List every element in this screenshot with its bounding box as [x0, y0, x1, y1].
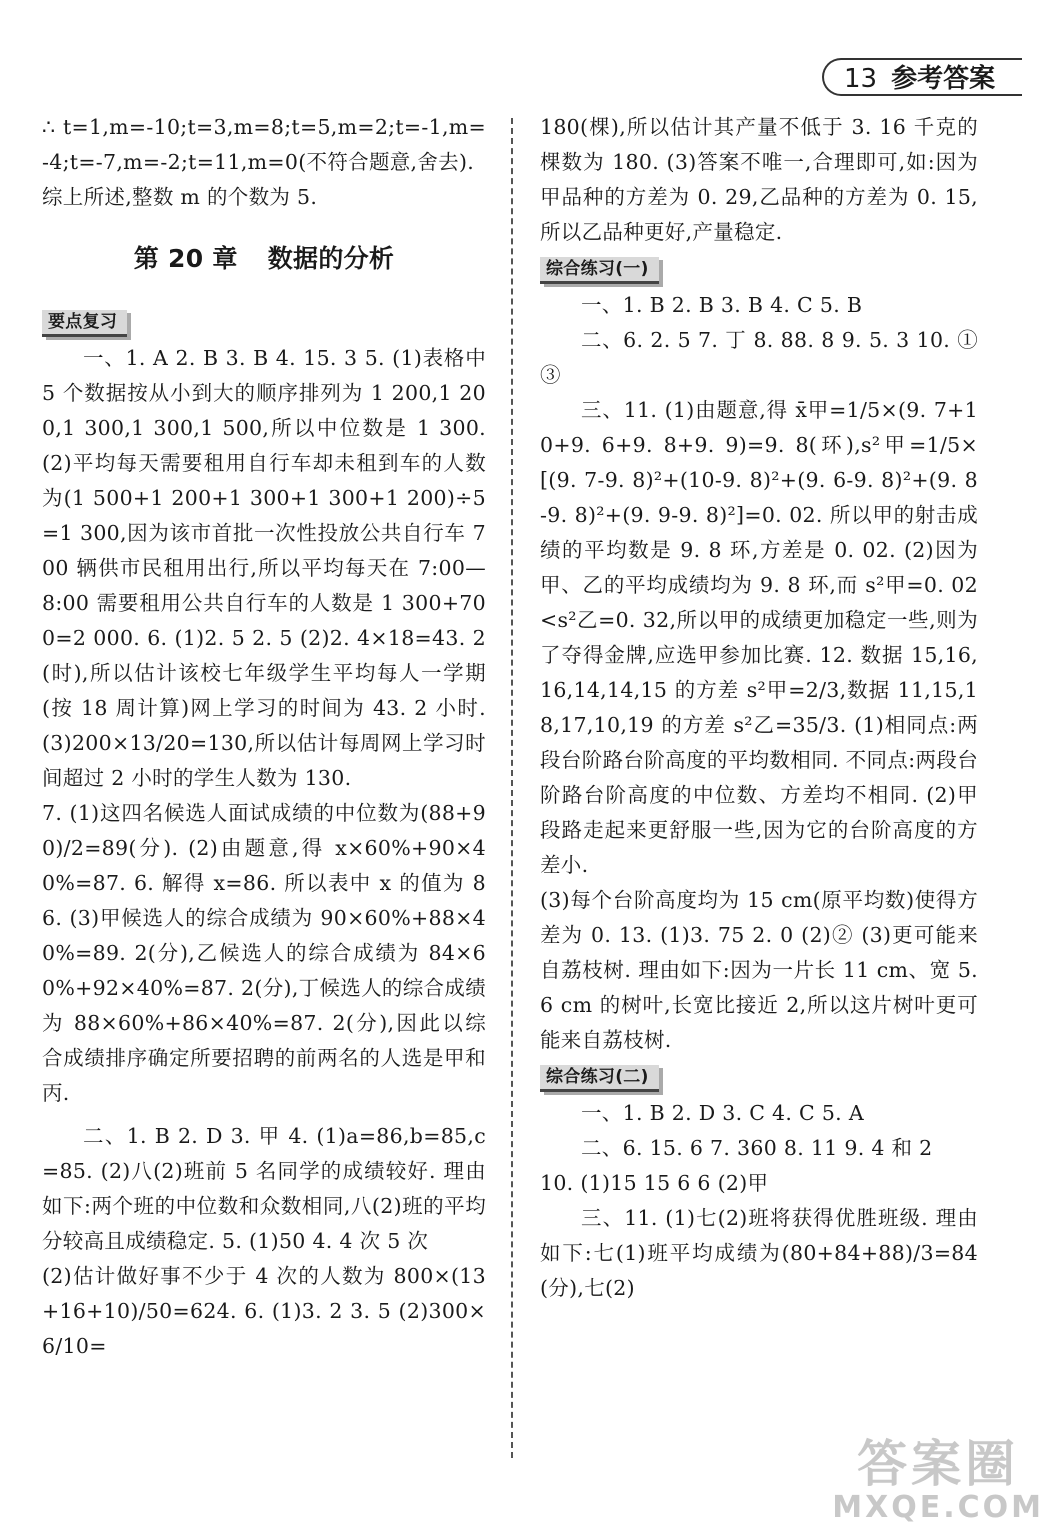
answer-paragraph: 三、11. (1)由题意,得 x̄甲=1/5×(9. 7+10+9. 6+9. 8+9. 9)=9. 8(环),s²甲=1/5×[(9. 7-9. 8)²+(10-9. 8)²+(9. 6-9. 8)²+(9. 8-9. 8)²+(9. 9-9. 8)²]=0. 02. 所以甲的射击成绩的平均数是 9. 8 环,方差是 0. 02. (2)因为甲、乙的平均成绩均为 9. 8 环,而 s²甲=0. 02<s²乙=0. 32,所以甲的成绩更加稳定一些,则为了夺得金牌,应选甲参加比赛. 12. 数据 15,16,16,14,14,15 的方差 s²甲=2/3,数据 11,15,18,17,10,19 的方差 s²乙=35/3. (1)相同点:两段台阶路台阶高度的平均数相同. 不同点:两段台阶路台阶高度的中位数、方差均不相同. (2)甲段路走起来更舒服一些,因为它的台阶高度的方差小. — [540, 398, 978, 877]
chapter-title — [42, 241, 486, 277]
page-header-tag — [822, 58, 1022, 96]
answer-line: 一、1. B 2. B 3. B 4. C 5. B — [581, 293, 863, 317]
page-number: 13 — [844, 64, 878, 94]
watermark-url: MXQE.COM — [832, 1490, 1044, 1525]
answer-paragraph: 三、11. (1)七(2)班将获得优胜班级. 理由如下:七(1)班平均成绩为(80+84+88)/3=84(分),七(2) — [540, 1206, 978, 1300]
answer-paragraph: (2)估计做好事不少于 4 次的人数为 800×(13+16+10)/50=624. 6. (1)3. 2 3. 5 (2)300×6/10= — [42, 1264, 486, 1358]
column-divider — [511, 118, 513, 1458]
answer-paragraph: 7. (1)这四名候选人面试成绩的中位数为(88+90)/2=89(分). (2)由题意,得 x×60%+90×40%=87. 6. 解得 x=86. 所以表中 x 的值为 86. (3)甲候选人的综合成绩为 90×60%+88×40%=89. 2(分),乙候选人的综合成绩为 84×60%+92×40%=87. 2(分),丁候选人的综合成绩为 88×60%+86×40%=87. 2(分),因此以综合成绩排序确定所要招聘的前两名的人选是甲和丙. — [42, 801, 486, 1105]
section-title-review: 要点复习 — [42, 310, 127, 337]
left-column — [42, 110, 486, 1364]
chapter-name: 数据的分析 — [267, 244, 395, 273]
watermark-text: 答案圈 — [857, 1435, 1020, 1493]
chapter-number: 第 20 章 — [133, 244, 238, 273]
answer-paragraph: 二、1. B 2. D 3. 甲 4. (1)a=86,b=85,c=85. (2)八(2)班前 5 名同学的成绩较好. 理由如下:两个班的中位数和众数相同,八(2)班的平均分较高且成绩稳定. 5. (1)50 4. 4 次 5 次 — [42, 1124, 486, 1253]
section-title-exercise-2: 综合练习(二) — [540, 1065, 659, 1092]
answer-paragraph: 一、1. A 2. B 3. B 4. 15. 3 5. (1)表格中 5 个数据按从小到大的顺序排列为 1 200,1 200,1 300,1 300,1 500,所以中位数是 1 300. (2)平均每天需要租用自行车却未租到车的人数为(1 500+1 200+1 300+1 300+1 200)÷5=1 300,因为该市首批一次性投放公共自行车 700 辆供市民租用出行,所以平均每天在 7:00—8:00 需要租用公共自行车的人数是 1 300+700=2 000. 6. (1)2. 5 2. 5 (2)2. 4×18=43. 2(时),所以估计该校七年级学生平均每人一学期(按 18 周计算)网上学习的时间为 43. 2 小时. (3)200×13/20=130,所以估计每周网上学习时间超过 2 小时的学生人数为 130. — [42, 346, 486, 790]
section-title-exercise-1: 综合练习(一) — [540, 257, 659, 284]
intro-line-2: 综上所述,整数 m 的个数为 5. — [42, 185, 318, 209]
watermark — [832, 1436, 1044, 1524]
answer-paragraph: 180(棵),所以估计其产量不低于 3. 16 千克的棵数为 180. (3)答案不唯一,合理即可,如:因为甲品种的方差为 0. 29,乙品种的方差为 0. 15,所以乙品种更好,产量稳定. — [540, 115, 978, 244]
answer-line: 二、6. 15. 6 7. 360 8. 11 9. 4 和 2 — [581, 1136, 933, 1160]
answer-paragraph: (3)每个台阶高度均为 15 cm(原平均数)使得方差为 0. 13. (1)3. 75 2. 0 (2)② (3)更可能来自荔枝树. 理由如下:因为一片长 11 cm、宽 5. 6 cm 的树叶,长宽比接近 2,所以这片树叶更可能来自荔枝树. — [540, 888, 978, 1052]
header-title: 参考答案 — [891, 64, 996, 94]
answer-line: 二、6. 2. 5 7. 丁 8. 88. 8 9. 5. 3 10. ①③ — [540, 328, 978, 387]
right-column — [540, 110, 978, 1306]
intro-line-1: ∴ t=1,m=-10;t=3,m=8;t=5,m=2;t=-1,m=-4;t=-7,m=-2;t=11,m=0(不符合题意,舍去). — [42, 115, 486, 174]
answer-line: 10. (1)15 15 6 6 (2)甲 — [540, 1171, 769, 1195]
answer-line: 一、1. B 2. D 3. C 4. C 5. A — [581, 1101, 864, 1125]
